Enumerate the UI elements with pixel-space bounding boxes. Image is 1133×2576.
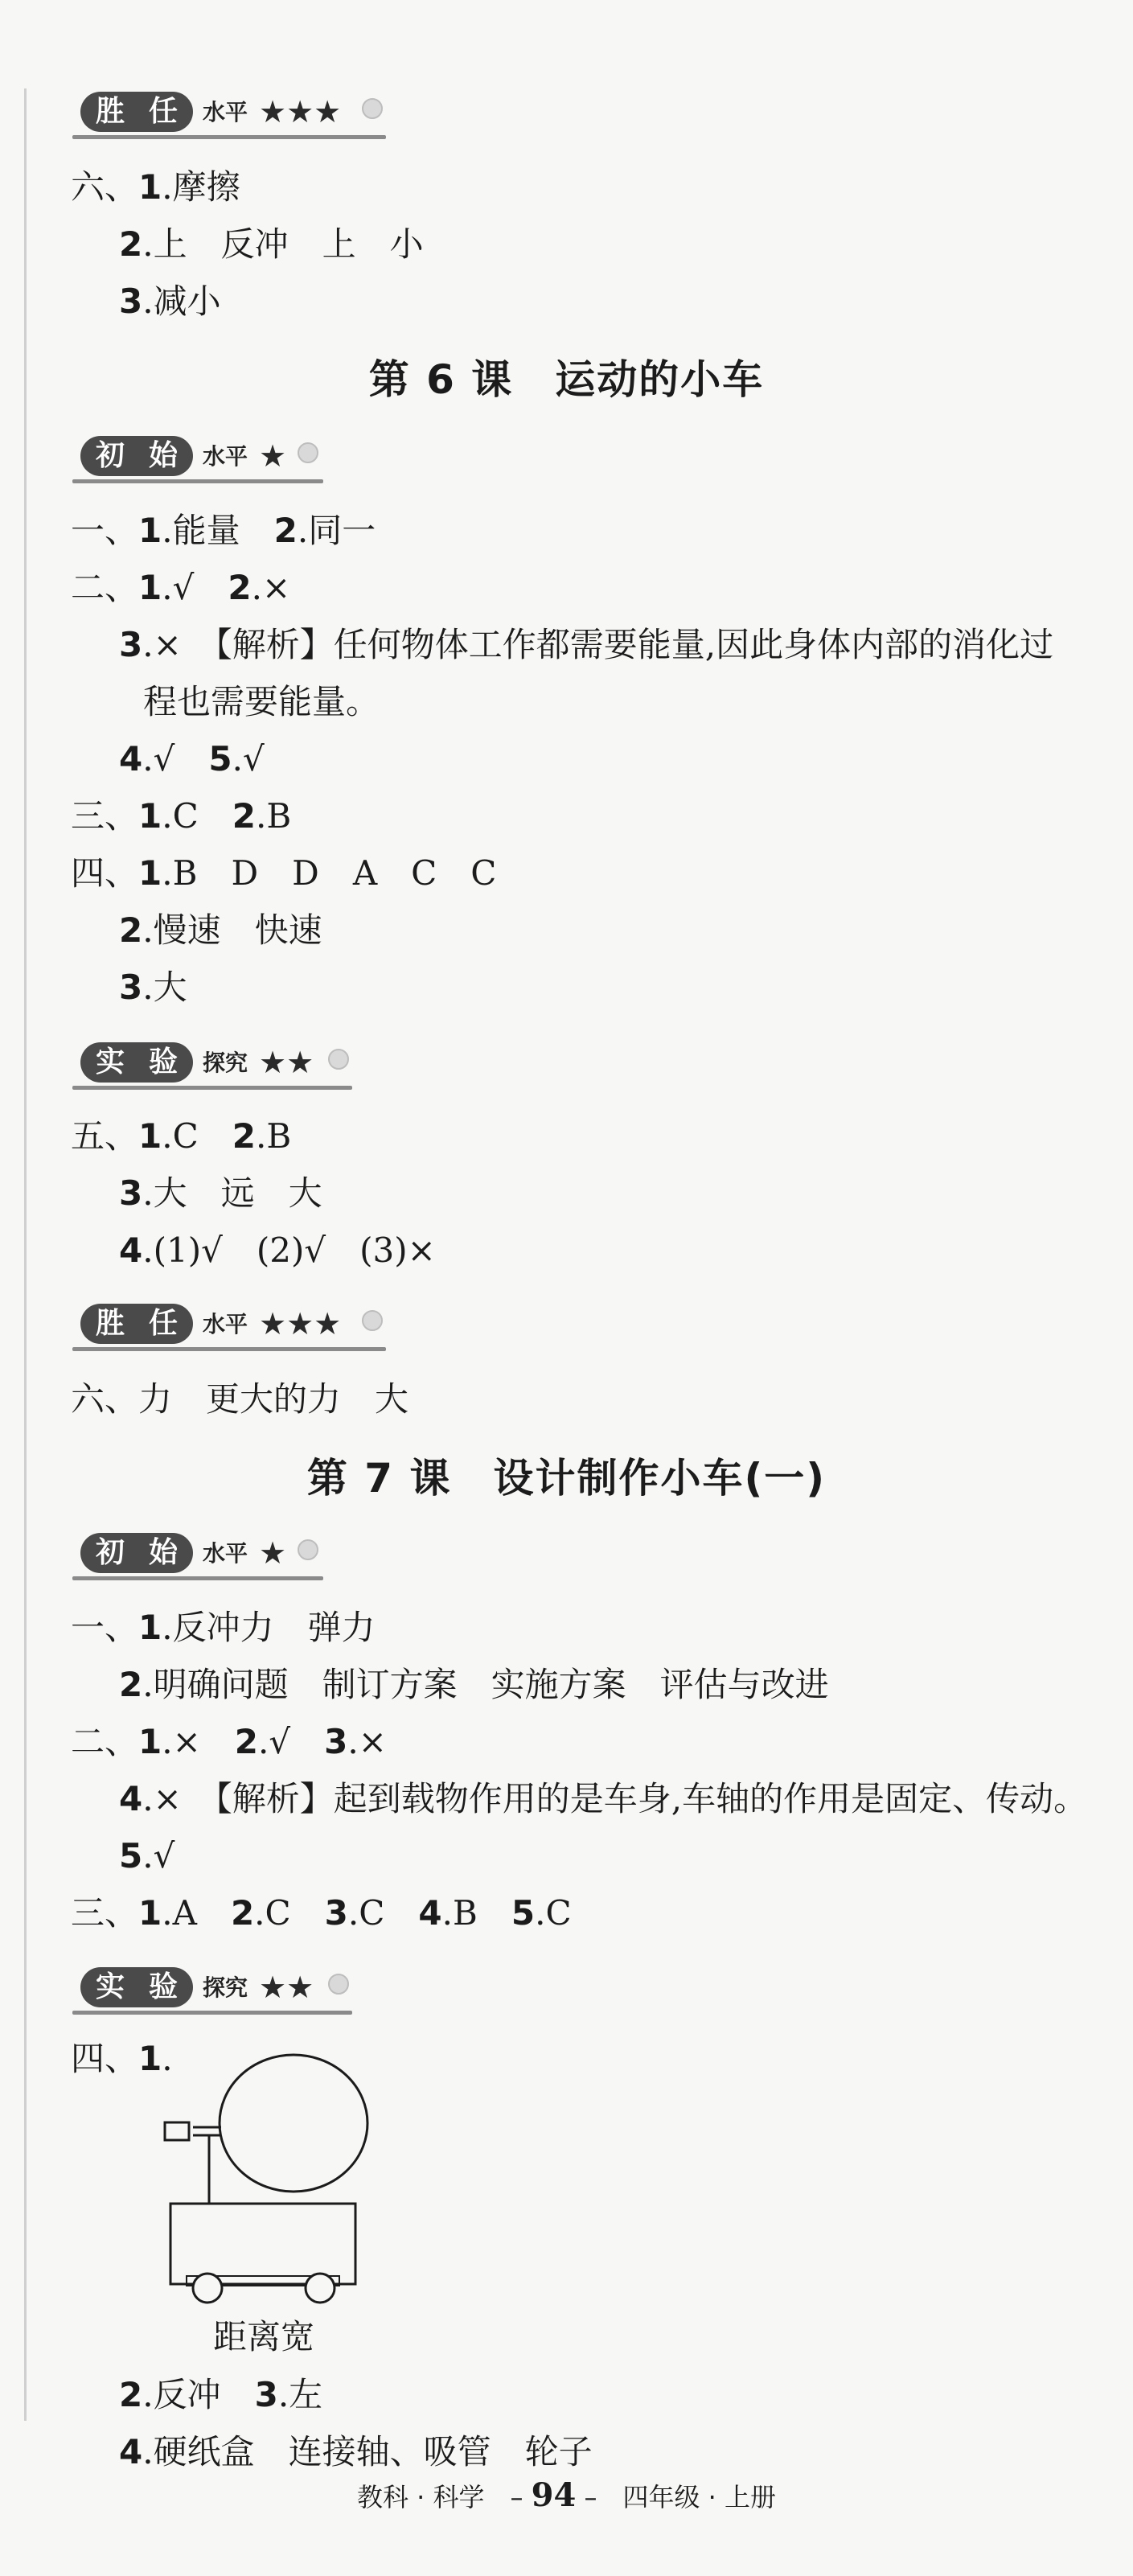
badge-char: 初 [95,1536,125,1569]
badge-char: 实 [95,1970,125,2003]
badge-shiyan-inquiry [72,1962,354,2014]
ball-icon [298,442,318,463]
answer-line: 4.√ 5.√ [119,739,265,779]
answer-line: 四、1.B D D A C C [71,853,497,893]
badge-char: 初 [95,439,125,472]
badge-pill [80,1304,193,1344]
badge-underline [72,2011,352,2015]
badge-underline [72,1086,352,1090]
figure-label: 距离宽 [213,2317,315,2356]
footer-subject: 教科 · 科学 – [356,2482,523,2512]
answer-line: 2.慢速 快速 [119,910,322,950]
wheel-circle [193,2274,222,2303]
wheel-circle [306,2274,335,2303]
badge-pill [80,1967,193,2007]
star-rating-icon: ★★★ [259,94,342,129]
badge-pill [80,1042,193,1083]
lesson-6-title: 第 6 课 运动的小车 [368,356,765,403]
badge-char: 验 [148,1970,178,2003]
answer-line: 五、1.C 2.B [71,1116,292,1156]
badge-chushi-level [72,431,330,483]
answer-line: 3.大 远 大 [119,1173,322,1213]
badge-subtitle: 水平 [203,443,248,470]
lesson-7-title: 第 7 课 设计制作小车(一) [306,1455,827,1502]
badge-subtitle: 水平 [203,1311,248,1337]
badge-char: 验 [148,1046,178,1078]
left-margin-line [24,88,27,2421]
badge-underline [72,479,323,483]
badge-char: 实 [95,1046,125,1078]
page-number: 94 [531,2476,577,2514]
answer-line: 3.× 【解析】任何物体工作都需要能量,因此身体内部的消化过 [119,625,1054,664]
badge-subtitle: 水平 [203,99,248,125]
answer-line: 3.大 [119,968,187,1007]
answer-line-continuation: 程也需要能量。 [143,682,380,721]
answer-line: 2.明确问题 制订方案 实施方案 评估与改进 [119,1665,829,1704]
ball-icon [328,1049,349,1070]
answer-line: 六、1.摩擦 [71,167,240,207]
star-rating-icon: ★★★ [259,1306,342,1341]
answer-line: 二、1.√ 2.× [71,568,291,607]
answer-line: 三、1.A 2.C 3.C 4.B 5.C [71,1893,572,1933]
badge-subtitle: 探究 [203,1974,248,2001]
badge-char: 始 [148,439,178,472]
badge-char: 胜 [95,95,125,128]
badge-subtitle: 探究 [203,1050,248,1076]
badge-underline [72,1347,386,1351]
badge-char: 始 [148,1536,178,1569]
answer-line: 一、1.反冲力 弹力 [71,1608,376,1647]
answer-line: 4.(1)√ (2)√ (3)× [119,1230,436,1270]
badge-char: 任 [148,1307,178,1340]
ball-icon [328,1974,349,1995]
badge-underline [72,135,386,139]
ball-icon [362,1310,383,1331]
ball-icon [362,98,383,119]
badge-shengren-level [72,87,394,138]
star-rating-icon: ★ [259,438,287,474]
badge-pill [80,1533,193,1573]
balloon-car-figure [161,2047,370,2336]
badge-pill [80,92,193,132]
answer-line: 4.硬纸盒 连接轴、吸管 轮子 [119,2432,593,2471]
badge-char: 胜 [95,1307,125,1340]
badge-char: 任 [148,95,178,128]
answer-line: 3.减小 [119,281,221,321]
answer-line: 5.√ [119,1836,175,1876]
answer-line: 4.× 【解析】起到载物作用的是车身,车轴的作用是固定、传动。 [119,1779,1088,1818]
badge-chushi-level [72,1528,330,1580]
answer-line: 一、1.能量 2.同一 [71,511,376,550]
badge-shengren-level [72,1299,394,1350]
answer-line: 六、力 更大的力 大 [71,1379,409,1419]
badge-pill [80,436,193,476]
nozzle-outline [165,2122,189,2140]
answer-line: 2.反冲 3.左 [119,2375,323,2414]
answer-line: 四、1. [71,2039,173,2078]
ball-icon [298,1539,318,1560]
star-rating-icon: ★ [259,1535,287,1571]
answer-line: 2.上 反冲 上 小 [119,224,424,264]
footer-grade: – 四年级 · 上册 [584,2482,777,2512]
badge-shiyan-inquiry [72,1037,354,1089]
badge-underline [72,1576,323,1580]
star-rating-icon: ★★ [259,1045,314,1080]
answer-line: 三、1.C 2.B [71,796,292,836]
car-body-box [170,2204,355,2284]
balloon-outline [220,2055,367,2192]
star-rating-icon: ★★ [259,1970,314,2005]
answer-line: 二、1.× 2.√ 3.× [71,1722,387,1761]
badge-subtitle: 水平 [203,1540,248,1567]
page-footer [0,2475,1133,2517]
